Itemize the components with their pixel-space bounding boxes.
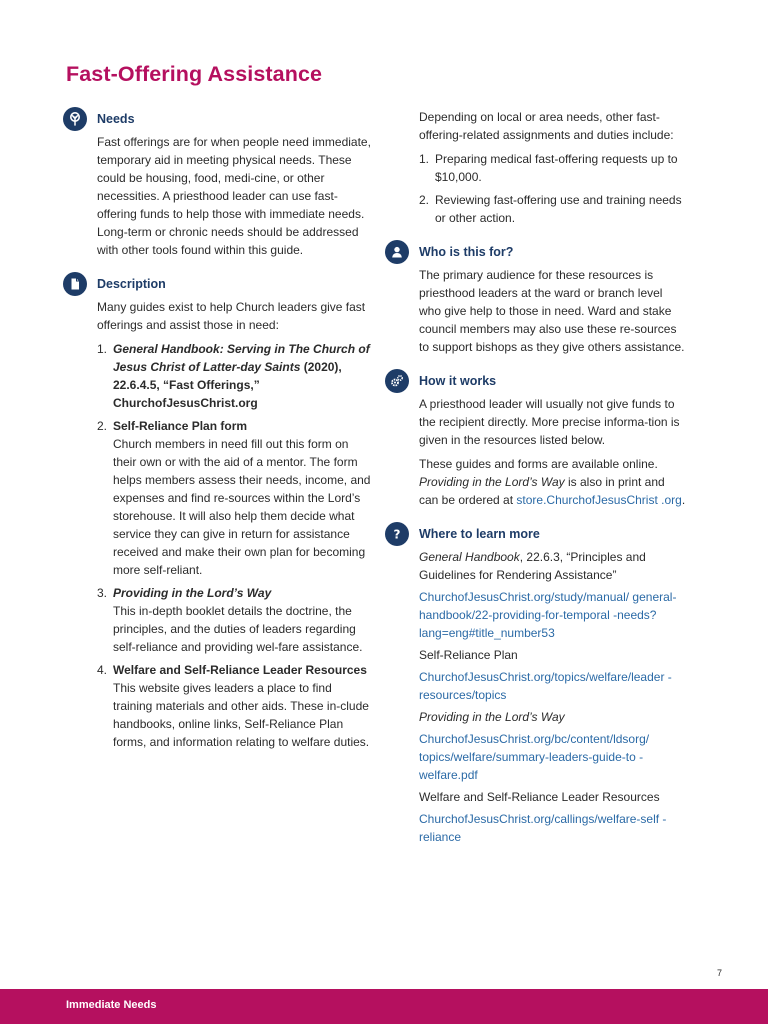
- list-item: [97, 584, 373, 656]
- learn-heading: Where to learn more: [419, 527, 540, 541]
- needs-body: Fast offerings are for when people need immediate, temporary aid in meeting physical needs. These could be housing, food, medi-cine, or other necessities. A priesthood leader can use fast-offering funds to help those with immediate needs. Long-term or chronic needs should be addressed with other tools found within this guide.: [97, 135, 371, 257]
- gears-icon: [385, 369, 409, 393]
- guide-title: Self-Reliance Plan form: [113, 419, 248, 433]
- who-heading: Who is this for?: [419, 245, 514, 259]
- needs-header: [97, 108, 373, 130]
- resource-label-italic: General Handbook: [419, 550, 520, 564]
- footer-label: Immediate Needs: [66, 999, 157, 1011]
- guide-title: General Handbook: Serving in The Church of Jesus Christ of Latter-day Saints: [113, 342, 370, 374]
- resource-link[interactable]: ChurchofJesusChrist.org/bc/content/ldsorg/ topics/welfare/summary-leaders-guide-to -welfare.pdf: [419, 732, 650, 782]
- list-number: 2.: [419, 193, 430, 207]
- description-intro: Many guides exist to help Church leaders give fast offerings and assist those in need:: [97, 300, 366, 332]
- list-item: [419, 150, 687, 186]
- resource-url: [419, 810, 687, 846]
- resource-url: [419, 588, 687, 642]
- list-number: 2.: [97, 419, 108, 433]
- resource-label-rest: Self-Reliance Plan: [419, 648, 518, 662]
- how-body-2-prefix: These guides and forms are available online.: [419, 457, 658, 471]
- left-column: [97, 108, 373, 765]
- duties-intro: Depending on local or area needs, other fast-offering-related assignments and duties include:: [419, 110, 674, 142]
- how-body-2-italic: Providing in the Lord’s Way: [419, 475, 565, 489]
- description-section: [97, 273, 373, 751]
- how-section: [419, 370, 687, 509]
- right-column: [393, 108, 687, 860]
- list-number: 1.: [419, 152, 430, 166]
- resource-label-italic: Providing in the Lord’s Way: [419, 710, 565, 724]
- learn-section: [393, 523, 687, 846]
- resource-label: [419, 548, 687, 584]
- how-body-1: A priesthood leader will usually not give funds to the recipient directly. More precise informa-tion is given in the resources listed below.: [419, 397, 680, 447]
- guide-text: This in-depth booklet details the doctrine, the principles, and the duties of leaders regarding self-reliance and providing wel-fare assistance.: [113, 604, 363, 654]
- resource-label: [419, 708, 687, 726]
- person-icon: [385, 240, 409, 264]
- how-header: [419, 370, 687, 392]
- resource-link[interactable]: ChurchofJesusChrist.org/topics/welfare/leader -resources/topics: [419, 670, 672, 702]
- guide-title-suffix: (2020), 22.6.4.5, “Fast Offerings,” ChurchofJesusChrist.org: [113, 360, 342, 410]
- needs-section: [97, 108, 373, 259]
- list-number: 3.: [97, 586, 108, 600]
- store-link[interactable]: store.ChurchofJesusChrist .org: [516, 493, 682, 507]
- resource-label: [419, 788, 687, 806]
- list-number: 4.: [97, 663, 108, 677]
- guide-text: Church members in need fill out this form on their own or with the aid of a mentor. The form helps members assess their needs, income, and expenses and find re-sources within the Lord’s storehouse. It will also help them decide what service they can give in return for assistance received and make their own plan for becoming more self-reliant.: [113, 437, 371, 577]
- how-heading: How it works: [419, 374, 497, 388]
- list-item: [419, 191, 687, 227]
- question-icon: [385, 522, 409, 546]
- footer-bar: [0, 989, 768, 1024]
- document-icon: [63, 272, 87, 296]
- guide-title: Providing in the Lord’s Way: [113, 586, 272, 600]
- resource-link[interactable]: ChurchofJesusChrist.org/callings/welfare-self -reliance: [419, 812, 667, 844]
- needs-heading: Needs: [97, 112, 135, 126]
- resource-label-rest: , 22.6.3, “Principles and Guidelines for Rendering Assistance”: [419, 550, 646, 582]
- how-body-2: [419, 455, 687, 509]
- learn-header: [393, 523, 687, 545]
- guides-list: [97, 340, 373, 751]
- svg-text:?: ?: [393, 527, 401, 542]
- who-header: [419, 241, 687, 263]
- page-number: 7: [716, 968, 722, 978]
- guide-text: This website gives leaders a place to find training materials and other aids. These in-clude handbooks, online links, Self-Reliance Plan forms, and information relating to welfare duties.: [113, 681, 370, 749]
- list-item: [97, 340, 373, 412]
- how-body-2-mid: is also in print and can be ordered at: [419, 475, 665, 507]
- who-section: [419, 241, 687, 356]
- duty-text: Preparing medical fast-offering requests up to $10,000.: [435, 152, 678, 184]
- page-title: Fast-Offering Assistance: [66, 62, 323, 86]
- list-item: [97, 661, 373, 751]
- description-heading: Description: [97, 277, 166, 291]
- who-body: The primary audience for these resources is priesthood leaders at the ward or branch level who give help to those in need. Ward and stake council members may also use these re-sources to support bishops as they give others assistance.: [419, 268, 685, 354]
- resource-url: [419, 730, 687, 784]
- guide-title: Welfare and Self-Reliance Leader Resources: [113, 663, 367, 677]
- description-header: [97, 273, 373, 295]
- resource-link[interactable]: ChurchofJesusChrist.org/study/manual/ general-handbook/22-providing-for-temporal -needs?lang=eng#title_number53: [419, 590, 677, 640]
- resource-label-rest: Welfare and Self-Reliance Leader Resources: [419, 790, 660, 804]
- how-body-2-suffix: .: [681, 493, 686, 507]
- duties-list: [419, 150, 687, 227]
- list-number: 1.: [97, 342, 108, 356]
- resource-label: [419, 646, 687, 664]
- list-item: [97, 417, 373, 579]
- resource-url: [419, 668, 687, 704]
- duties-section: [419, 108, 687, 227]
- tree-icon: [63, 107, 87, 131]
- duty-text: Reviewing fast-offering use and training needs or other action.: [435, 193, 682, 225]
